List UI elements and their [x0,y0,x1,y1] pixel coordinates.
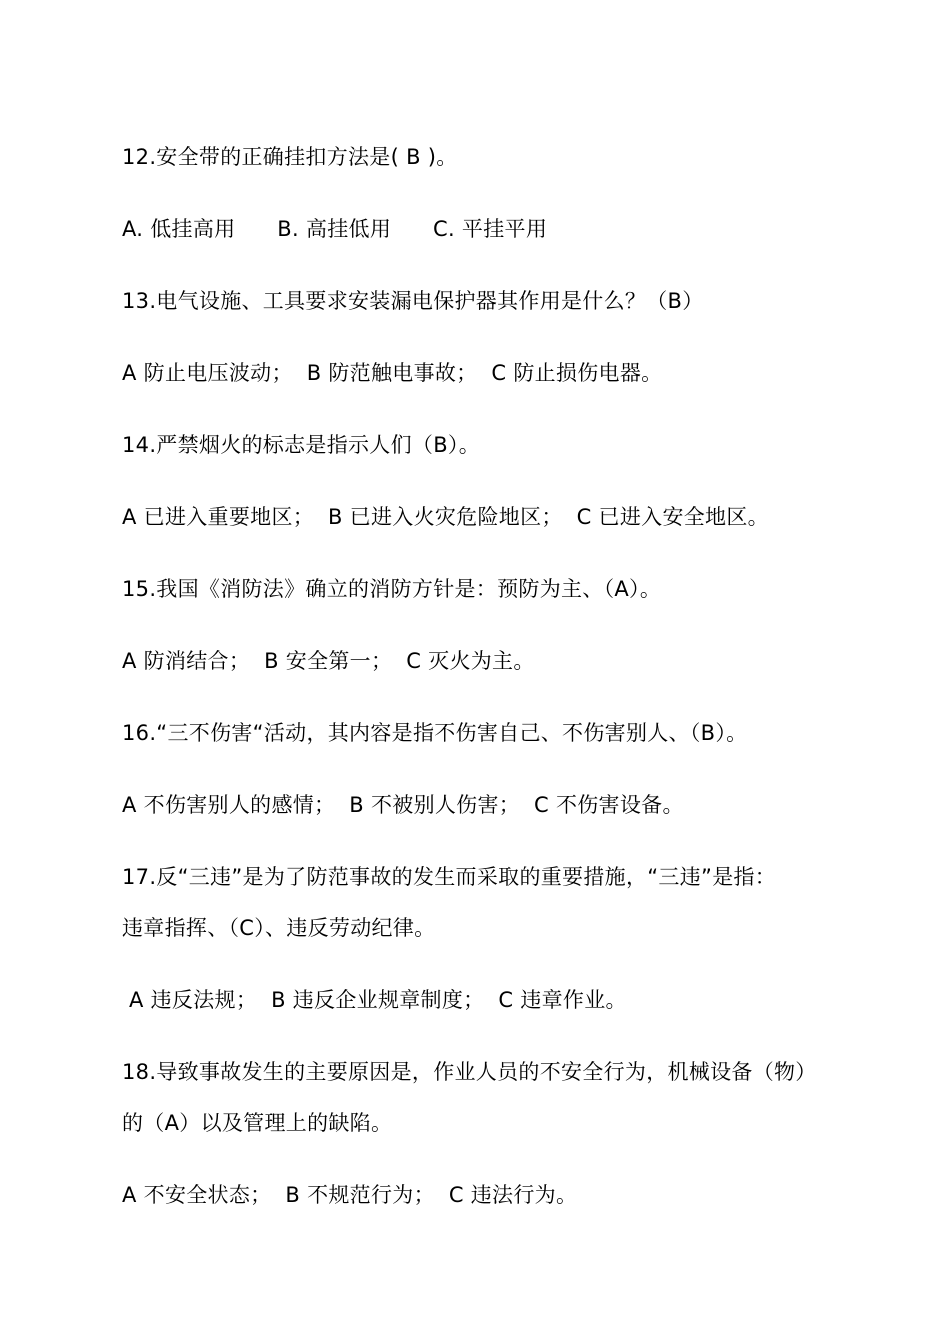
question-18-line-1: 18.导致事故发生的主要原因是，作业人员的不安全行为，机械设备（物） [122,1060,817,1084]
question-12: 12.安全带的正确挂扣方法是( B )。 [122,145,458,169]
question-13: 13.电气设施、工具要求安装漏电保护器其作用是什么？（B） [122,289,704,313]
question-15: 15.我国《消防法》确立的消防方针是：预防为主、（A）。 [122,577,662,601]
question-16: 16.“三不伤害“活动，其内容是指不伤害自己、不伤害别人、（B）。 [122,721,748,745]
question-14: 14.严禁烟火的标志是指示人们（B）。 [122,433,481,457]
question-16-options: A 不伤害别人的感情； B 不被别人伤害； C 不伤害设备。 [122,793,684,817]
question-18-line-2: 的（A）以及管理上的缺陷。 [122,1111,393,1135]
question-12-options: A. 低挂高用 B. 高挂低用 C. 平挂平用 [122,217,548,241]
question-17-line-1: 17.反“三违”是为了防范事故的发生而采取的重要措施，“三违”是指： [122,865,777,889]
question-15-options: A 防消结合； B 安全第一； C 灭火为主。 [122,649,535,673]
question-14-options: A 已进入重要地区； B 已进入火灾危险地区； C 已进入安全地区。 [122,505,769,529]
question-18-options: A 不安全状态； B 不规范行为； C 违法行为。 [122,1183,578,1207]
question-17-line-2: 违章指挥、（C）、违反劳动纪律。 [122,916,436,940]
question-17-options: A 违反法规； B 违反企业规章制度； C 违章作业。 [122,988,627,1012]
question-13-options: A 防止电压波动； B 防范触电事故； C 防止损伤电器。 [122,361,663,385]
